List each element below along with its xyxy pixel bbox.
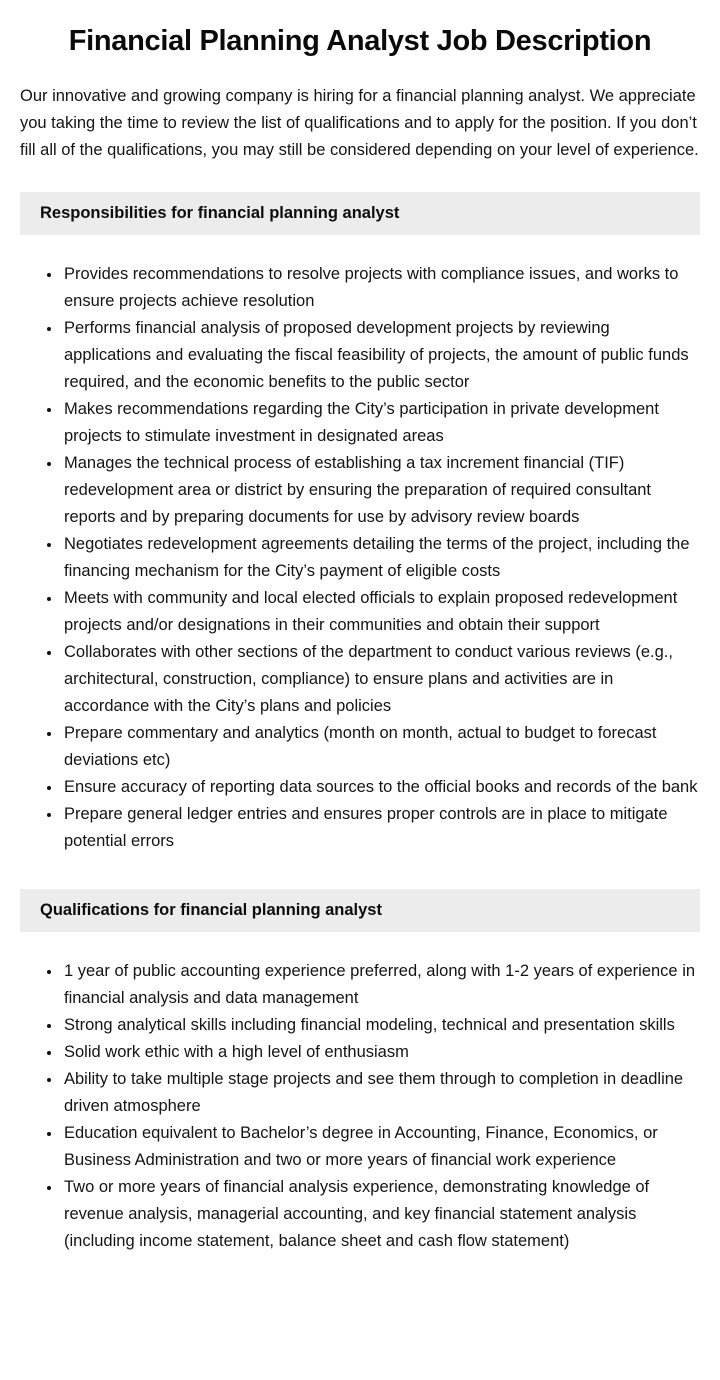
page-title: Financial Planning Analyst Job Description xyxy=(68,25,652,57)
responsibilities-list xyxy=(20,261,700,855)
bullet-item: • Meets with community and local elected officials to explain proposed redevelopment projects and/or designations in their communities and obtain their support xyxy=(62,585,700,639)
responsibilities-header-text: Responsibilities for financial planning analyst xyxy=(40,203,400,222)
qualifications-header-text: Qualifications for financial planning analyst xyxy=(40,900,382,919)
bullet-item: • Education equivalent to Bachelor’s degree in Accounting, Finance, Economics, or Business Administration and two or more years of financial work experience xyxy=(62,1120,700,1174)
qualifications-section-header xyxy=(20,889,700,932)
qualifications-section xyxy=(20,889,700,1255)
bullet-item: • Ability to take multiple stage projects and see them through to completion in deadline driven atmosphere xyxy=(62,1066,700,1120)
bullet-item: • Solid work ethic with a high level of enthusiasm xyxy=(62,1039,700,1066)
intro-paragraph: Our innovative and growing company is hiring for a financial planning analyst. We appreciate you taking the time to review the list of qualifications and to apply for the position. If you don’t fill all of the qualifications, you may still be considered depending on your level of experience. xyxy=(20,86,699,159)
qualifications-list xyxy=(20,958,700,1255)
responsibilities-section xyxy=(20,192,700,855)
bullet-item: • Makes recommendations regarding the City’s participation in private development projects to stimulate investment in designated areas xyxy=(62,396,700,450)
bullet-item: • Strong analytical skills including financial modeling, technical and presentation skills xyxy=(62,1012,700,1039)
bullet-item: • 1 year of public accounting experience preferred, along with 1-2 years of experience in financial analysis and data management xyxy=(62,958,700,1012)
bullet-item: • Provides recommendations to resolve projects with compliance issues, and works to ensure projects achieve resolution xyxy=(62,261,700,315)
bullet-item: • Ensure accuracy of reporting data sources to the official books and records of the bank xyxy=(62,774,700,801)
bullet-item: • Performs financial analysis of proposed development projects by reviewing applications and evaluating the fiscal feasibility of projects, the amount of public funds required, and the economic benefits to the public sector xyxy=(62,315,700,396)
bullet-item: • Two or more years of financial analysis experience, demonstrating knowledge of revenue analysis, managerial accounting, and key financial statement analysis (including income statement, balance sheet and cash flow statement) xyxy=(62,1174,700,1255)
bullet-item: • Prepare commentary and analytics (month on month, actual to budget to forecast deviations etc) xyxy=(62,720,700,774)
bullet-item: • Negotiates redevelopment agreements detailing the terms of the project, including the financing mechanism for the City’s payment of eligible costs xyxy=(62,531,700,585)
bullet-item: • Prepare general ledger entries and ensures proper controls are in place to mitigate potential errors xyxy=(62,801,700,855)
responsibilities-section-header xyxy=(20,192,700,235)
bullet-item: • Manages the technical process of establishing a tax increment financial (TIF) redevelopment area or district by ensuring the preparation of required consultant reports and by preparing documents for use by advisory review boards xyxy=(62,450,700,531)
bullet-item: • Collaborates with other sections of the department to conduct various reviews (e.g., architectural, construction, compliance) to ensure plans and activities are in accordance with the City’s plans and policies xyxy=(62,639,700,720)
